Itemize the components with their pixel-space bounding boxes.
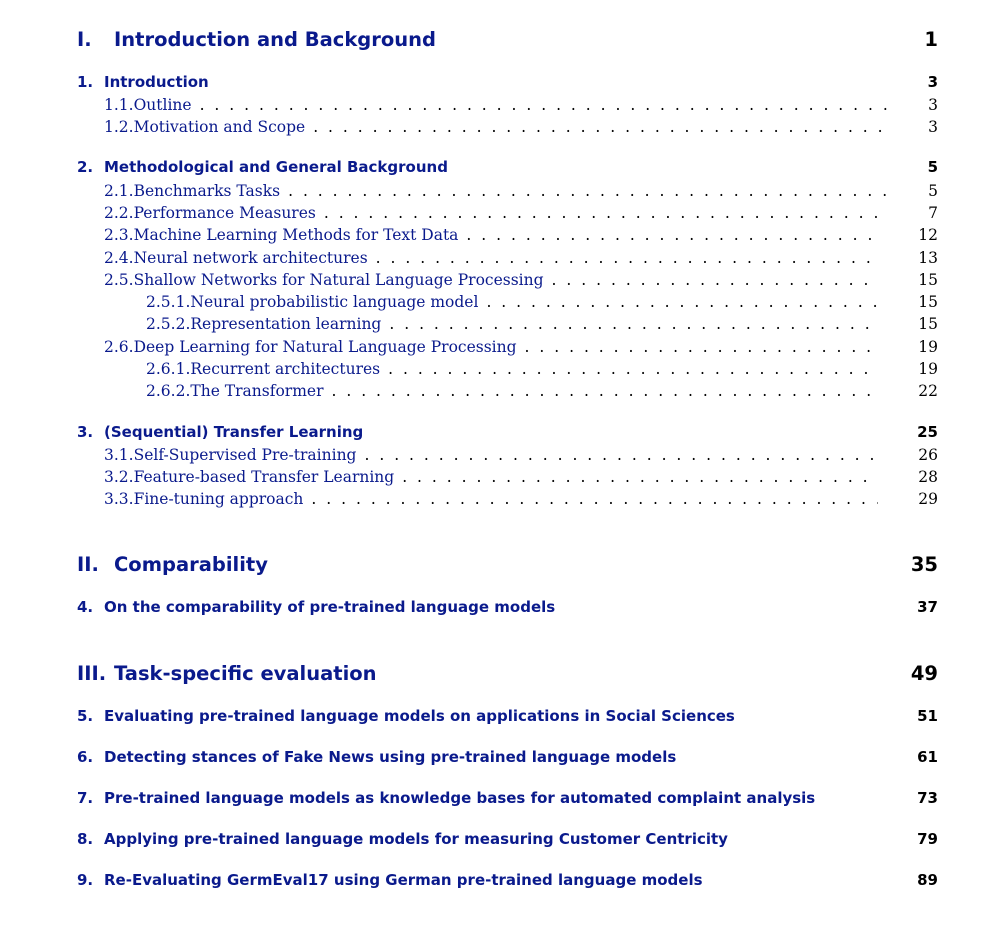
toc-section[interactable]	[104, 338, 938, 356]
toc-chapter[interactable]	[77, 598, 938, 616]
section-title: Feature-based Transfer Learning	[133, 468, 395, 486]
toc-section[interactable]	[104, 226, 938, 244]
toc-section[interactable]	[104, 204, 938, 222]
section-number: 2.1.	[104, 182, 134, 200]
toc-section[interactable]	[104, 468, 938, 486]
page-number: 15	[918, 293, 938, 311]
page-number: 29	[918, 490, 938, 508]
chapter-title: Detecting stances of Fake News using pre-trained language models	[104, 748, 677, 766]
subsection-title: Neural probabilistic language model	[190, 293, 479, 311]
chapter-number: 1.	[77, 73, 94, 91]
dot-leader	[288, 182, 888, 200]
toc-part[interactable]	[77, 28, 938, 51]
dot-leader	[311, 490, 878, 508]
toc-section[interactable]	[104, 446, 938, 464]
page-number: 1	[924, 28, 938, 51]
page-number: 79	[917, 830, 938, 848]
dot-leader	[313, 118, 888, 136]
toc-chapter[interactable]	[77, 73, 938, 91]
toc-chapter[interactable]	[77, 748, 938, 766]
chapter-number: 2.	[77, 158, 94, 176]
toc-chapter[interactable]	[77, 423, 938, 441]
part-number: II.	[77, 553, 99, 576]
chapter-title: Methodological and General Background	[104, 158, 448, 176]
chapter-number: 9.	[77, 871, 94, 889]
page-number: 3	[928, 96, 938, 114]
subsection-number: 2.6.2.	[146, 382, 191, 400]
section-title: Outline	[133, 96, 192, 114]
page-number: 61	[917, 748, 938, 766]
page-number: 25	[917, 423, 938, 441]
dot-leader	[200, 96, 889, 114]
subsection-title: Recurrent architectures	[190, 360, 381, 378]
chapter-title: Evaluating pre-trained language models on applications in Social Sciences	[104, 707, 735, 725]
dot-leader	[364, 446, 878, 464]
toc-chapter[interactable]	[77, 707, 938, 725]
section-number: 2.5.	[104, 271, 134, 289]
page-number: 49	[910, 662, 938, 685]
section-number: 3.1.	[104, 446, 134, 464]
chapter-title: Introduction	[104, 73, 209, 91]
section-number: 2.6.	[104, 338, 134, 356]
page-number: 26	[918, 446, 938, 464]
chapter-title: (Sequential) Transfer Learning	[104, 423, 364, 441]
dot-leader	[324, 204, 888, 222]
dot-leader	[388, 360, 878, 378]
toc-section[interactable]	[104, 96, 938, 114]
dot-leader	[525, 338, 879, 356]
page-number: 3	[927, 73, 938, 91]
section-number: 2.3.	[104, 226, 134, 244]
page-number: 51	[917, 707, 938, 725]
section-number: 2.2.	[104, 204, 134, 222]
page-number: 3	[928, 118, 938, 136]
dot-leader	[486, 293, 878, 311]
toc-subsection[interactable]	[146, 382, 938, 400]
chapter-number: 6.	[77, 748, 94, 766]
page-number: 19	[918, 338, 938, 356]
section-title: Benchmarks Tasks	[133, 182, 281, 200]
toc-section[interactable]	[104, 182, 938, 200]
section-number: 3.3.	[104, 490, 134, 508]
chapter-title: Applying pre-trained language models for measuring Customer Centricity	[104, 830, 728, 848]
page-number: 13	[918, 249, 938, 267]
toc-section[interactable]	[104, 118, 938, 136]
toc-part[interactable]	[77, 662, 938, 685]
chapter-number: 3.	[77, 423, 94, 441]
page-number: 5	[927, 158, 938, 176]
part-number: I.	[77, 28, 92, 51]
subsection-number: 2.6.1.	[146, 360, 191, 378]
part-number: III.	[77, 662, 107, 685]
page-number: 7	[928, 204, 938, 222]
chapter-title: Pre-trained language models as knowledge bases for automated complaint analysis	[104, 789, 816, 807]
section-title: Neural network architectures	[133, 249, 368, 267]
section-number: 3.2.	[104, 468, 134, 486]
toc-chapter[interactable]	[77, 830, 938, 848]
toc-chapter[interactable]	[77, 789, 938, 807]
part-title: Comparability	[114, 553, 268, 576]
dot-leader	[552, 271, 879, 289]
section-title: Shallow Networks for Natural Language Processing	[133, 271, 544, 289]
chapter-title: On the comparability of pre-trained language models	[104, 598, 556, 616]
subsection-title: The Transformer	[190, 382, 324, 400]
page-number: 35	[910, 553, 938, 576]
subsection-number: 2.5.1.	[146, 293, 191, 311]
toc-part[interactable]	[77, 553, 938, 576]
chapter-title: Re-Evaluating GermEval17 using German pre-trained language models	[104, 871, 703, 889]
section-title: Fine-tuning approach	[133, 490, 304, 508]
toc-chapter[interactable]	[77, 158, 938, 176]
section-title: Self-Supervised Pre-training	[133, 446, 357, 464]
chapter-number: 7.	[77, 789, 94, 807]
chapter-number: 8.	[77, 830, 94, 848]
section-title: Deep Learning for Natural Language Processing	[133, 338, 517, 356]
page-number: 89	[917, 871, 938, 889]
part-title: Task-specific evaluation	[114, 662, 377, 685]
toc-section[interactable]	[104, 249, 938, 267]
toc-subsection[interactable]	[146, 360, 938, 378]
toc-subsection[interactable]	[146, 315, 938, 333]
dot-leader	[376, 249, 879, 267]
toc-subsection[interactable]	[146, 293, 938, 311]
page-number: 5	[928, 182, 938, 200]
page-number: 22	[918, 382, 938, 400]
dot-leader	[466, 226, 878, 244]
toc-chapter[interactable]	[77, 871, 938, 889]
page-number: 15	[918, 271, 938, 289]
section-title: Performance Measures	[133, 204, 316, 222]
section-number: 1.2.	[104, 118, 134, 136]
page-number: 15	[918, 315, 938, 333]
page-number: 19	[918, 360, 938, 378]
dot-leader	[331, 382, 878, 400]
section-title: Machine Learning Methods for Text Data	[133, 226, 459, 244]
subsection-title: Representation learning	[190, 315, 382, 333]
page-number: 37	[917, 598, 938, 616]
section-number: 1.1.	[104, 96, 134, 114]
toc-section[interactable]	[104, 271, 938, 289]
chapter-number: 4.	[77, 598, 94, 616]
page-number: 73	[917, 789, 938, 807]
subsection-number: 2.5.2.	[146, 315, 191, 333]
dot-leader	[389, 315, 878, 333]
section-title: Motivation and Scope	[133, 118, 306, 136]
part-title: Introduction and Background	[114, 28, 436, 51]
chapter-number: 5.	[77, 707, 94, 725]
page-number: 12	[918, 226, 938, 244]
toc-section[interactable]	[104, 490, 938, 508]
dot-leader	[402, 468, 878, 486]
page-number: 28	[918, 468, 938, 486]
section-number: 2.4.	[104, 249, 134, 267]
